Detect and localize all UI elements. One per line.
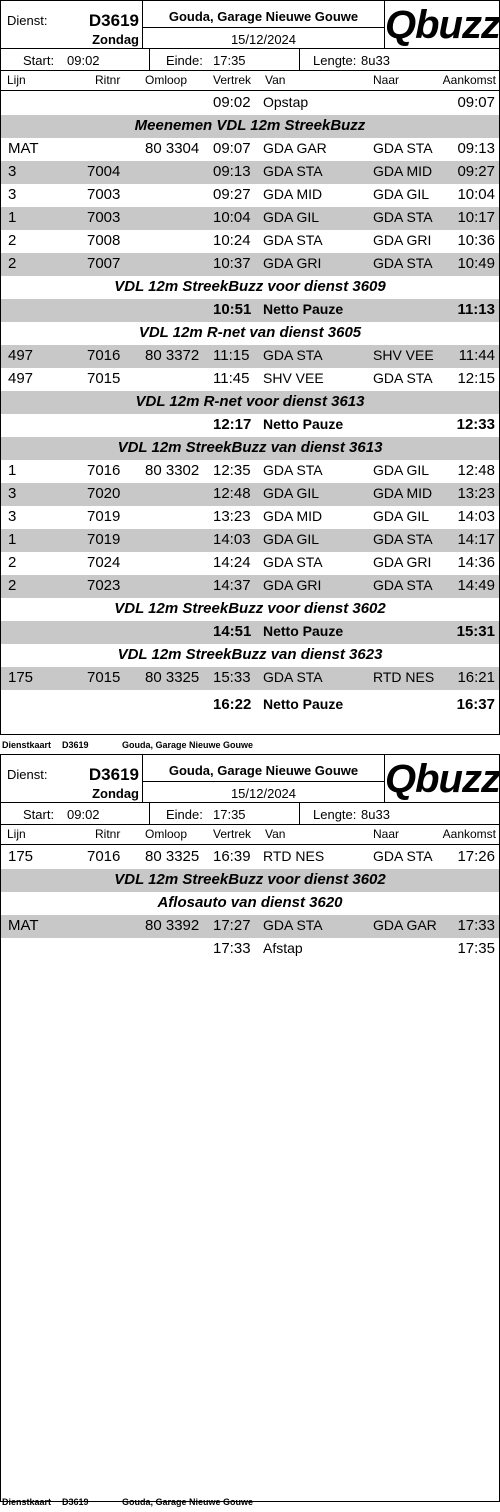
duty-card-page-2 (0, 754, 500, 1502)
cell-aankomst: 17:26 (457, 848, 495, 865)
pause-row (1, 414, 499, 437)
card-header (1, 1, 499, 49)
cell-van: GDA MID (263, 186, 323, 202)
section-heading (1, 115, 499, 138)
cell-omloop: 80 3325 (145, 669, 200, 686)
cell-naar: GDA MID (373, 163, 433, 179)
start-time: 09:02 (67, 807, 100, 822)
cell-naar: GDA GRI (373, 232, 432, 248)
cell-naar: GDA STA (373, 140, 433, 156)
cell-van: GDA GRI (263, 255, 322, 271)
garage-name: Gouda, Garage Nieuwe Gouwe (168, 763, 359, 778)
table-row (1, 938, 499, 961)
cell-aankomst: 14:36 (457, 554, 495, 571)
cell-lijn: 2 (8, 232, 17, 249)
cell-vertrek: 15:33 (213, 669, 251, 686)
table-row (1, 253, 499, 276)
section-heading (1, 437, 499, 460)
cell-ritnr: 7024 (87, 554, 121, 571)
pause-row (1, 694, 499, 717)
cell-aankomst: 16:37 (456, 696, 495, 713)
cell-ritnr: 7016 (87, 462, 121, 479)
cell-ritnr: 7008 (87, 232, 121, 249)
cell-aankomst: 17:35 (457, 940, 495, 957)
cell-omloop: 80 3302 (145, 462, 200, 479)
cell-naar: GDA MID (373, 485, 433, 501)
length-value: 8u33 (361, 53, 390, 68)
section-heading (1, 598, 499, 621)
cell-naar: GDA GIL (373, 186, 430, 202)
cell-van: GDA GIL (263, 531, 320, 547)
cell-van: GDA GAR (263, 140, 327, 156)
col-naar: Naar (373, 827, 400, 841)
cell-van: RTD NES (263, 848, 325, 864)
cell-lijn: 1 (8, 209, 17, 226)
cell-naar: GDA GIL (373, 508, 430, 524)
qbuzz-logo: Qbuzz (385, 3, 500, 47)
cell-ritnr: 7020 (87, 485, 121, 502)
end-time: 17:35 (213, 807, 246, 822)
cell-lijn: 497 (8, 347, 34, 364)
start-label: Start: (23, 807, 55, 822)
cell-naar: GDA STA (373, 370, 433, 386)
cell-lijn: 2 (8, 577, 17, 594)
cell-naar: GDA GIL (373, 462, 430, 478)
cell-vertrek: 10:37 (213, 255, 251, 272)
cell-ritnr: 7007 (87, 255, 121, 272)
table-row (1, 207, 499, 230)
cell-vertrek: 13:23 (213, 508, 251, 525)
section-text: VDL 12m StreekBuzz van dienst 3613 (117, 439, 383, 456)
cell-van: GDA GIL (263, 485, 320, 501)
table-row (1, 575, 499, 598)
section-text: VDL 12m StreekBuzz voor dienst 3602 (114, 600, 386, 617)
table-row (1, 345, 499, 368)
table-row (1, 529, 499, 552)
cell-aankomst: 12:15 (457, 370, 495, 387)
col-naar: Naar (373, 73, 400, 87)
cell-ritnr: 7015 (87, 370, 121, 387)
length-label: Lengte: (313, 807, 357, 822)
section-heading (1, 869, 499, 892)
cell-aankomst: 11:44 (458, 347, 495, 364)
col-van: Van (265, 73, 286, 87)
cell-omloop: 80 3392 (145, 917, 200, 934)
cell-naar: GDA STA (373, 577, 433, 593)
col-ritnr: Ritnr (95, 73, 121, 87)
cell-aankomst: 10:36 (457, 232, 495, 249)
cell-aankomst: 10:49 (457, 255, 495, 272)
dienst-label: Dienst: (7, 13, 48, 28)
cell-ritnr: 7023 (87, 577, 121, 594)
cell-lijn: 1 (8, 462, 17, 479)
duty-date: 15/12/2024 (230, 786, 297, 801)
duty-card-page-1 (0, 0, 500, 735)
cell-van: GDA STA (263, 232, 323, 248)
cell-van: GDA GIL (263, 209, 320, 225)
cell-van: GDA STA (263, 163, 323, 179)
table-row (1, 915, 499, 938)
length-value: 8u33 (361, 807, 390, 822)
cell-ritnr: 7004 (87, 163, 121, 180)
cell-ritnr: 7016 (87, 347, 121, 364)
table-row (1, 667, 499, 690)
table-row (1, 161, 499, 184)
cell-ritnr: 7019 (87, 508, 121, 525)
cell-ritnr: 7003 (87, 209, 121, 226)
cell-lijn: 175 (8, 848, 34, 865)
cell-naar: GDA GRI (373, 554, 432, 570)
section-heading (1, 322, 499, 345)
cell-vertrek: 16:39 (213, 848, 251, 865)
cell-vertrek: 14:03 (213, 531, 251, 548)
cell-vertrek: 09:02 (213, 94, 251, 111)
footer-garage: Gouda, Garage Nieuwe Gouwe (122, 1497, 254, 1507)
section-text: Aflosauto van dienst 3620 (157, 894, 343, 911)
cell-naar: GDA STA (373, 209, 433, 225)
col-van: Van (265, 827, 286, 841)
cell-vertrek: 14:37 (213, 577, 251, 594)
cell-aankomst: 09:27 (457, 163, 495, 180)
col-omloop: Omloop (145, 827, 188, 841)
cell-aankomst: 12:33 (456, 416, 495, 433)
cell-lijn: 497 (8, 370, 34, 387)
section-text: VDL 12m R-net voor dienst 3613 (135, 393, 365, 410)
section-text: VDL 12m StreekBuzz voor dienst 3609 (114, 278, 386, 295)
table-row (1, 368, 499, 391)
cell-vertrek: 12:48 (213, 485, 251, 502)
start-label: Start: (23, 53, 55, 68)
cell-vertrek: 17:33 (213, 940, 251, 957)
trip-table (1, 92, 499, 717)
cell-lijn: 3 (8, 163, 17, 180)
cell-naar: GDA STA (373, 848, 433, 864)
cell-vertrek: 10:24 (213, 232, 251, 249)
cell-van: Netto Pauze (263, 623, 344, 639)
cell-aankomst: 15:31 (456, 623, 495, 640)
start-time: 09:02 (67, 53, 100, 68)
cell-lijn: 2 (8, 255, 17, 272)
cell-aankomst: 10:04 (457, 186, 495, 203)
cell-vertrek: 10:04 (213, 209, 251, 226)
cell-aankomst: 14:17 (457, 531, 495, 548)
footer-label: Dienstkaart (2, 740, 52, 750)
table-row (1, 92, 499, 115)
cell-aankomst: 17:33 (457, 917, 495, 934)
section-heading (1, 644, 499, 667)
pause-row (1, 299, 499, 322)
cell-lijn: 3 (8, 186, 17, 203)
footer-dienst: D3619 (62, 1497, 89, 1507)
col-vertrek: Vertrek (213, 827, 252, 841)
cell-aankomst: 12:48 (457, 462, 495, 479)
end-time: 17:35 (213, 53, 246, 68)
cell-lijn: 175 (8, 669, 34, 686)
garage-name: Gouda, Garage Nieuwe Gouwe (168, 9, 359, 24)
cell-vertrek: 09:13 (213, 163, 251, 180)
col-omloop: Omloop (145, 73, 188, 87)
cell-ritnr: 7019 (87, 531, 121, 548)
footer-garage: Gouda, Garage Nieuwe Gouwe (122, 740, 254, 750)
cell-aankomst: 14:03 (457, 508, 495, 525)
table-row (1, 460, 499, 483)
cell-aankomst: 09:07 (457, 94, 495, 111)
cell-lijn: MAT (8, 917, 39, 934)
dienst-day: Zondag (92, 786, 139, 801)
cell-vertrek: 11:15 (213, 347, 250, 364)
cell-omloop: 80 3325 (145, 848, 200, 865)
cell-van: Netto Pauze (263, 416, 344, 432)
cell-ritnr: 7003 (87, 186, 121, 203)
dienst-label: Dienst: (7, 767, 48, 782)
cell-lijn: 1 (8, 531, 17, 548)
cell-naar: GDA STA (373, 531, 433, 547)
col-vertrek: Vertrek (213, 73, 252, 87)
qbuzz-logo: Qbuzz (385, 757, 500, 801)
dienst-number: D3619 (88, 11, 139, 30)
table-row (1, 184, 499, 207)
column-header (1, 825, 499, 845)
cell-lijn: 2 (8, 554, 17, 571)
cell-lijn: MAT (8, 140, 39, 157)
cell-van: GDA STA (263, 462, 323, 478)
col-lijn: Lijn (7, 73, 26, 87)
footer-label: Dienstkaart (2, 1497, 52, 1507)
duty-times (1, 49, 499, 71)
section-text: VDL 12m StreekBuzz voor dienst 3602 (114, 871, 386, 888)
section-heading (1, 391, 499, 414)
cell-van: Netto Pauze (263, 696, 344, 712)
cell-van: GDA STA (263, 554, 323, 570)
section-text: VDL 12m StreekBuzz van dienst 3623 (117, 646, 383, 663)
cell-naar: GDA STA (373, 255, 433, 271)
column-header (1, 71, 499, 91)
trip-table (1, 846, 499, 961)
cell-vertrek: 12:35 (213, 462, 251, 479)
cell-ritnr: 7015 (87, 669, 121, 686)
col-aankomst: Aankomst (442, 827, 496, 841)
length-label: Lengte: (313, 53, 357, 68)
duty-date: 15/12/2024 (230, 32, 297, 47)
cell-aankomst: 11:13 (457, 301, 495, 318)
cell-vertrek: 17:27 (213, 917, 251, 934)
section-heading (1, 276, 499, 299)
col-ritnr: Ritnr (95, 827, 121, 841)
table-row (1, 506, 499, 529)
cell-vertrek: 16:22 (213, 696, 252, 713)
footer-dienst: D3619 (62, 740, 89, 750)
cell-van: SHV VEE (263, 370, 324, 386)
table-row (1, 846, 499, 869)
cell-vertrek: 10:51 (213, 301, 252, 318)
section-heading (1, 892, 499, 915)
end-label: Einde: (166, 53, 203, 68)
cell-van: GDA MID (263, 508, 323, 524)
cell-van: GDA GRI (263, 577, 322, 593)
card-header (1, 755, 499, 803)
dienst-day: Zondag (92, 32, 139, 47)
cell-van: Afstap (263, 940, 303, 956)
cell-aankomst: 10:17 (457, 209, 495, 226)
cell-vertrek: 09:07 (213, 140, 251, 157)
cell-vertrek: 09:27 (213, 186, 251, 203)
dienst-number: D3619 (88, 765, 139, 784)
cell-lijn: 3 (8, 485, 17, 502)
cell-vertrek: 14:24 (213, 554, 251, 571)
section-text: VDL 12m R-net van dienst 3605 (138, 324, 362, 341)
table-row (1, 138, 499, 161)
cell-omloop: 80 3304 (145, 140, 200, 157)
cell-vertrek: 12:17 (213, 416, 252, 433)
cell-van: GDA STA (263, 669, 323, 685)
section-text: Meenemen VDL 12m StreekBuzz (134, 117, 366, 134)
cell-lijn: 3 (8, 508, 17, 525)
pause-row (1, 621, 499, 644)
col-aankomst: Aankomst (442, 73, 496, 87)
col-lijn: Lijn (7, 827, 26, 841)
cell-aankomst: 13:23 (457, 485, 495, 502)
table-row (1, 483, 499, 506)
cell-aankomst: 16:21 (457, 669, 495, 686)
cell-naar: GDA GAR (373, 917, 437, 933)
duty-times (1, 803, 499, 825)
cell-naar: RTD NES (373, 669, 435, 685)
cell-van: Netto Pauze (263, 301, 344, 317)
cell-ritnr: 7016 (87, 848, 121, 865)
cell-vertrek: 11:45 (213, 370, 250, 387)
end-label: Einde: (166, 807, 203, 822)
cell-naar: SHV VEE (373, 347, 434, 363)
cell-van: GDA STA (263, 347, 323, 363)
cell-aankomst: 09:13 (457, 140, 495, 157)
cell-van: GDA STA (263, 917, 323, 933)
table-row (1, 552, 499, 575)
cell-vertrek: 14:51 (213, 623, 252, 640)
cell-van: Opstap (263, 94, 309, 110)
cell-aankomst: 14:49 (457, 577, 495, 594)
table-row (1, 230, 499, 253)
cell-omloop: 80 3372 (145, 347, 200, 364)
